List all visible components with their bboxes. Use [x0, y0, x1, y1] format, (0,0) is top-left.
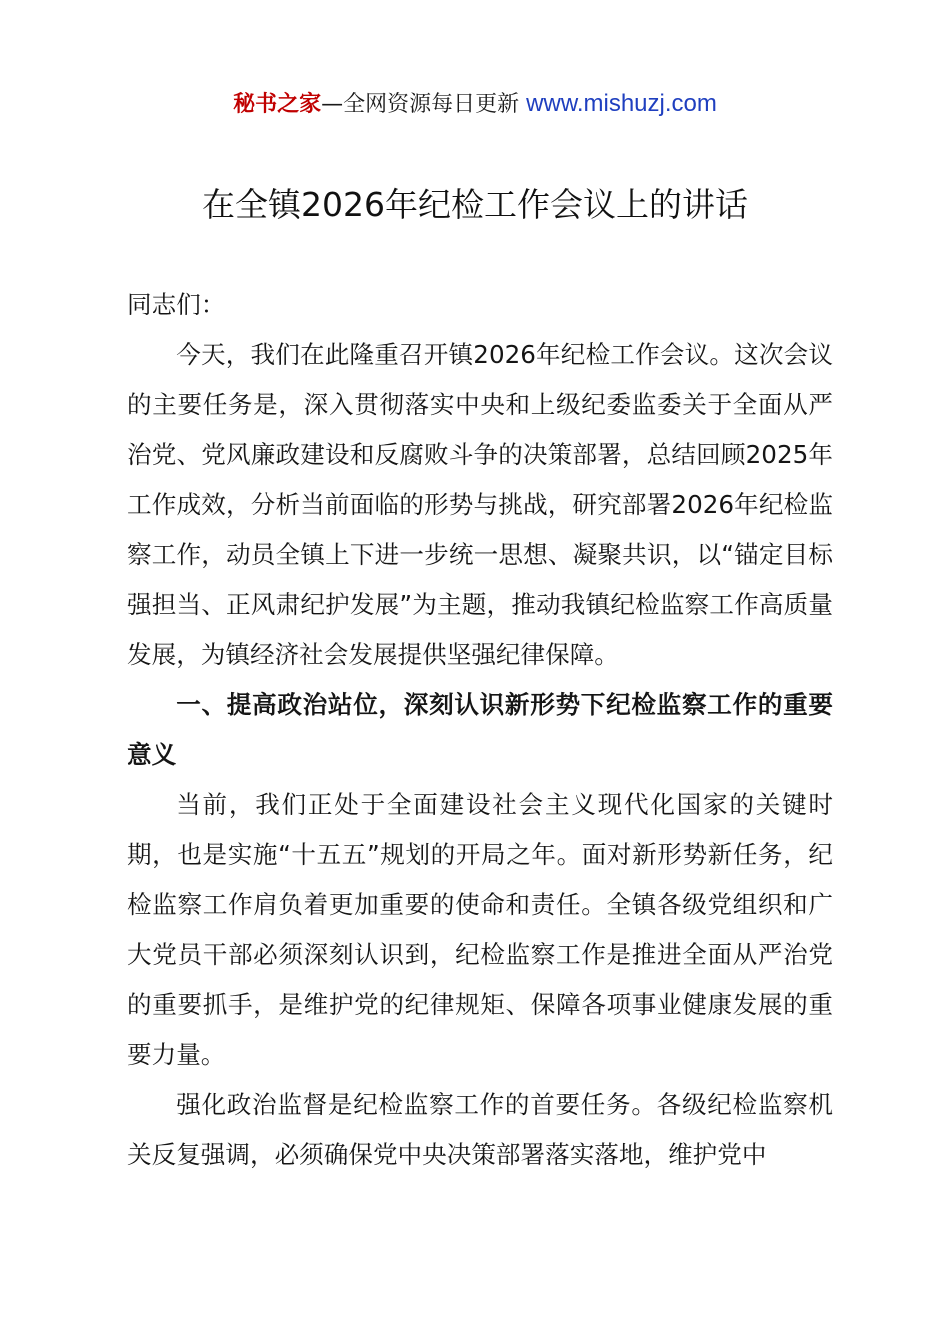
section-heading-1: 一、提高政治站位，深刻认识新形势下纪检监察工作的重要意义 — [127, 690, 833, 769]
brand-name: 秘书之家 — [233, 92, 322, 117]
paragraph-political-supervision: 强化政治监督是纪检监察工作的首要任务。各级纪检监察机关反复强调，必须确保党中央决策部署落实落地，维护党中 — [127, 1090, 833, 1169]
site-header — [0, 86, 950, 123]
salutation: 同志们： — [127, 290, 226, 319]
site-tagline: —全网资源每日更新 — [321, 92, 520, 117]
document-title: 在全镇2026年纪检工作会议上的讲话 — [202, 185, 748, 224]
document-body — [127, 280, 833, 1180]
paragraph-intro: 今天，我们在此隆重召开镇2026年纪检工作会议。这次会议的主要任务是，深入贯彻落实中央和上级纪委监委关于全面从严治党、党风廉政建设和反腐败斗争的决策部署，总结回顾2025年工作成效，分析当前面临的形势与挑战，研究部署2026年纪检监察工作，动员全镇上下进一步统一思想、凝聚共识，以“锚定目标强担当、正风肃纪护发展”为主题，推动我镇纪检监察工作高质量发展，为镇经济社会发展提供坚强纪律保障。 — [127, 340, 833, 669]
paragraph-situation: 当前，我们正处于全面建设社会主义现代化国家的关键时期，也是实施“十五五”规划的开局之年。面对新形势新任务，纪检监察工作肩负着更加重要的使命和责任。全镇各级党组织和广大党员干部必须深刻认识到，纪检监察工作是推进全面从严治党的重要抓手，是维护党的纪律规矩、保障各项事业健康发展的重要力量。 — [127, 790, 833, 1069]
site-url-link[interactable]: www.mishuzj.com — [526, 90, 717, 117]
